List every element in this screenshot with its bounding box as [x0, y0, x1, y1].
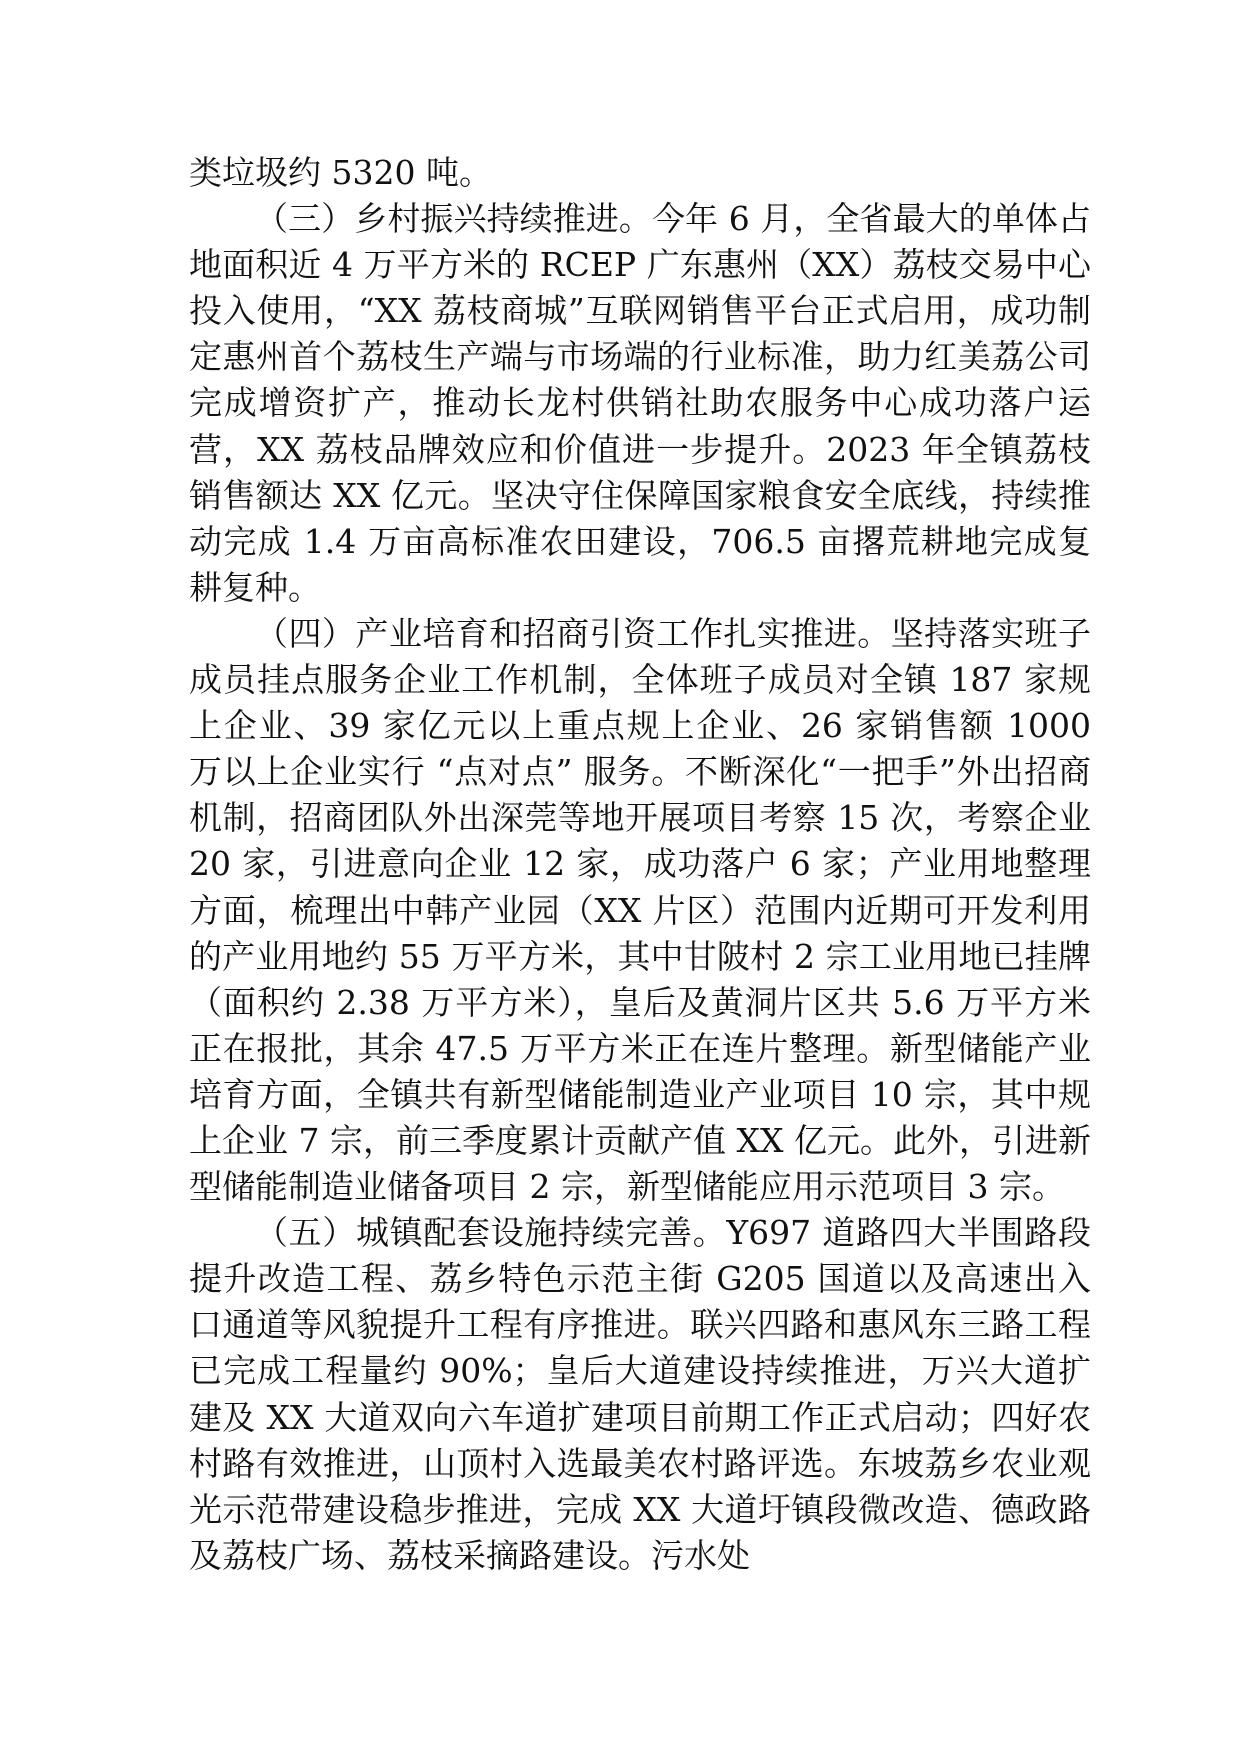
paragraph-rural-revitalization: （三）乡村振兴持续推进。今年 6 月，全省最大的单体占地面积近 4 万平方米的 RCEP 广东惠州（XX）荔枝交易中心投入使用，“XX 荔枝商城”互联网销售平台正式启用，成功制定惠州首个荔枝生产端与市场端的行业标准，助力红美荔公司完成增资扩产，推动长龙村供销社助农服务中心成功落户运营，XX 荔枝品牌效应和价值进一步提升。2023 年全镇荔枝销售额达 XX 亿元。坚决守住保障国家粮食安全底线，持续推动完成 1.4 万亩高标准农田建设，706.5 亩撂荒耕地完成复耕复种。 — [189, 199, 1091, 607]
paragraph-continuation: 类垃圾约 5320 吨。 — [189, 153, 492, 192]
paragraph-industry-investment: （四）产业培育和招商引资工作扎实推进。坚持落实班子成员挂点服务企业工作机制，全体班子成员对全镇 187 家规上企业、39 家亿元以上重点规上企业、26 家销售额 1000 万以上企业实行 “点对点” 服务。不断深化“一把手”外出招商机制，招商团队外出深莞等地开展项目考察 15 次，考察企业 20 家，引进意向企业 12 家，成功落户 6 家；产业用地整理方面，梳理出中韩产业园（XX 片区）范围内近期可开发利用的产业用地约 55 万平方米，其中甘陂村 2 宗工业用地已挂牌（面积约 2.38 万平方米），皇后及黄洞片区共 5.6 万平方米正在报批，其余 47.5 万平方米正在连片整理。新型储能产业培育方面，全镇共有新型储能制造业产业项目 10 宗，其中规上企业 7 宗，前三季度累计贡献产值 XX 亿元。此外，引进新型储能制造业储备项目 2 宗，新型储能应用示范项目 3 宗。 — [189, 613, 1091, 1207]
paragraph-town-facilities: （五）城镇配套设施持续完善。Y697 道路四大半围路段提升改造工程、荔乡特色示范主街 G205 国道以及高速出入口通道等风貌提升工程有序推进。联兴四路和惠风东三路工程已完成工程量约 90%；皇后大道建设持续推进，万兴大道扩建及 XX 大道双向六车道扩建项目前期工作正式启动；四好农村路有效推进，山顶村入选最美农村路评选。东坡荔乡农业观光示范带建设稳步推进，完成 XX 大道圩镇段微改造、德政路及荔枝广场、荔枝采摘路建设。污水处 — [189, 1213, 1091, 1575]
document-body — [189, 150, 1091, 1579]
